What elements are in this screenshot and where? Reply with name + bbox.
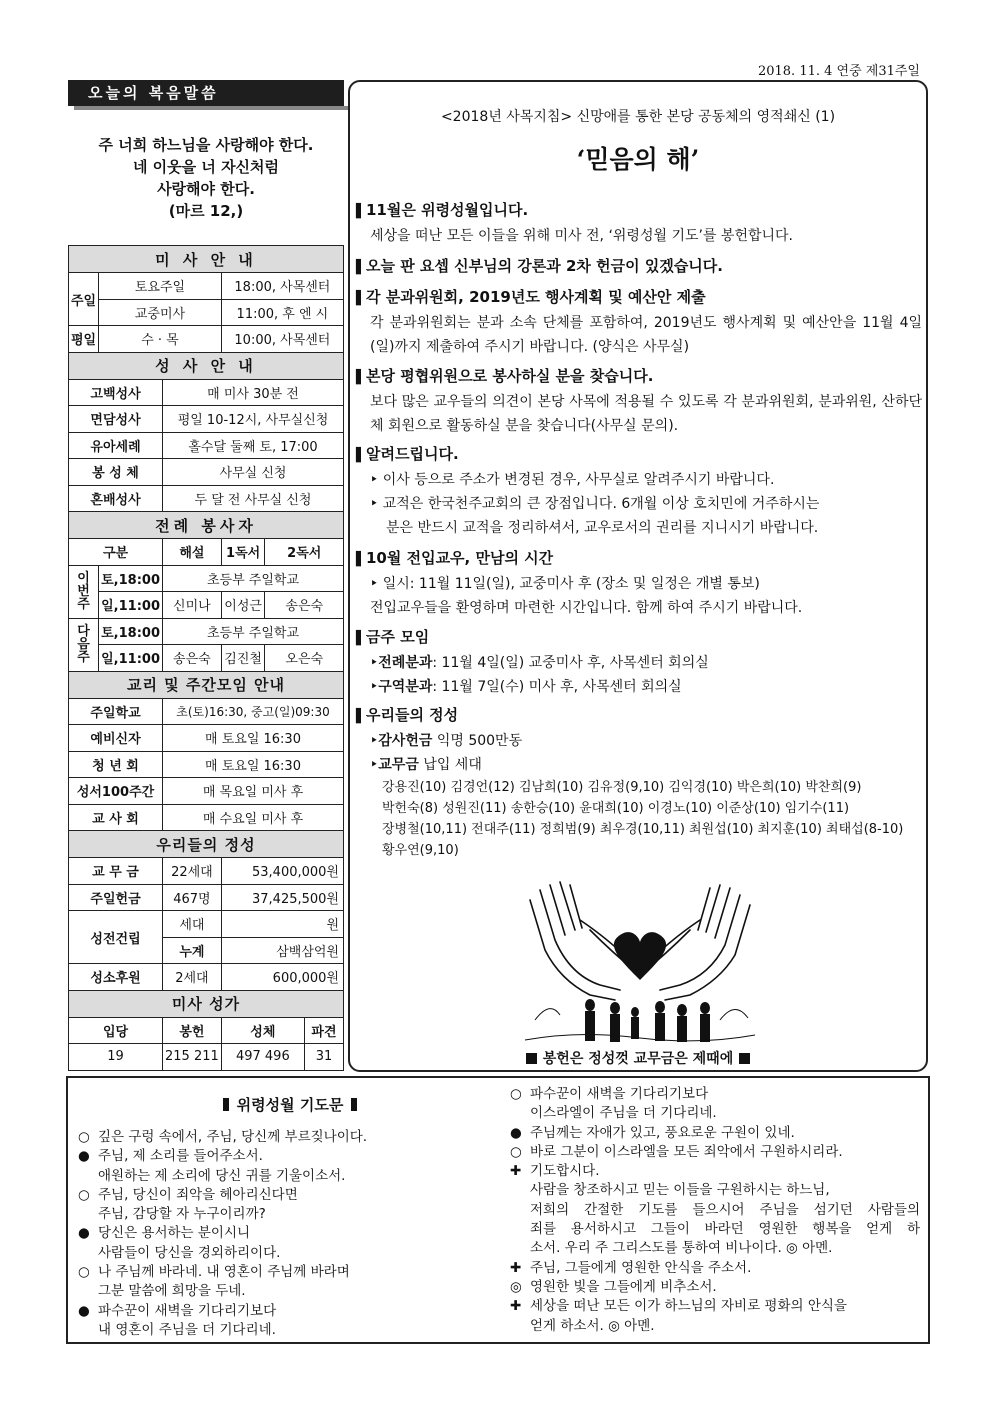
doctrine-info: 매 토요일 16:30	[163, 725, 344, 752]
prayer-text: 영원한 빛을 그들에게 비추소서.	[530, 1278, 717, 1295]
next-week-label	[69, 618, 99, 671]
hymn-col: 봉헌	[163, 1017, 222, 1044]
doctrine-info: 매 토요일 16:30	[163, 751, 344, 778]
doctrine-info: 초(토)16:30, 중고(일)09:30	[163, 698, 344, 725]
offering-label: 감사헌금	[378, 733, 433, 749]
servers-cell: 신미나	[163, 592, 222, 619]
offering-amount: 원	[221, 911, 343, 938]
prayer-line	[510, 1278, 920, 1297]
hymn-col: 파견	[304, 1017, 343, 1044]
prayer-text: 파수꾼이 새벽을 기다리기보다	[98, 1302, 277, 1319]
notice-heading: ▌ 각 분과위원회, 2019년도 행사계획 및 예산안 제출	[356, 285, 922, 311]
servers-merged: 초등부 주일학교	[163, 618, 344, 645]
donor-line: 박헌숙(8) 성원진(11) 송한승(10) 윤대희(10) 이경노(10) 이준상(10) 임기수(11)	[382, 801, 850, 816]
doctrine-info: 매 목요일 미사 후	[163, 778, 344, 805]
hymn-col: 입당	[69, 1017, 163, 1044]
prayer-text: 애원하는 제 소리에 당신 귀를 기울이소서.	[98, 1167, 346, 1184]
prayer-line	[78, 1302, 478, 1321]
offering-header: 우리들의 정성	[69, 831, 344, 858]
prayer-text: 세상을 떠난 모든 이가 하느님의 자비로 평화의 안식을	[530, 1298, 847, 1315]
notice-heading: ▌ 10월 전입교우, 만남의 시간	[356, 546, 922, 572]
prayer-line	[78, 1128, 478, 1147]
notice-section	[356, 442, 922, 540]
prayer-text: 소서. 우리 주 그리스도를 통하여 비나이다. ◎ 아멘.	[530, 1240, 833, 1257]
donor-names	[356, 777, 922, 861]
vertical-char: 음	[77, 637, 90, 652]
gospel-line: (마르 12,)	[168, 202, 244, 220]
square-icon	[526, 1053, 537, 1064]
prayer-text: 사람을 창조하시고 믿는 이들을 구원하시는 하느님,	[530, 1182, 830, 1199]
offering-count: 누계	[163, 937, 222, 964]
meeting-row	[356, 675, 922, 699]
prayer-line	[510, 1297, 920, 1316]
offering-amount: 53,400,000원	[221, 858, 343, 885]
bulletin-date: 2018. 11. 4 연중 제31주일	[757, 64, 920, 79]
prayer-text: 주님께는 자애가 있고, 풍요로운 구원이 있네.	[530, 1124, 795, 1141]
prayer-text: 당신은 용서하는 분이시니	[98, 1225, 251, 1242]
prayer-line	[510, 1317, 920, 1336]
prayer-line	[78, 1321, 478, 1340]
prayer-line	[78, 1263, 478, 1282]
hymn-col: 성체	[221, 1017, 304, 1044]
offering-count: 467명	[163, 884, 222, 911]
this-week-label	[69, 565, 99, 618]
sacrament-header: 성 사 안 내	[69, 352, 344, 379]
meeting-text: : 11월 7일(수) 미사 후, 사목센터 회의실	[432, 679, 682, 695]
notice-section	[356, 285, 922, 359]
vertical-char: 번	[77, 584, 90, 599]
prayer-mark-icon: ●	[78, 1148, 90, 1165]
meeting-row	[356, 651, 922, 675]
notice-section	[356, 625, 922, 699]
year-title: ‘믿음의 해’	[576, 145, 700, 174]
offering-row	[356, 753, 922, 777]
sacrament-info: 평일 10-12시, 사무실신청	[163, 406, 344, 433]
prayer-line	[510, 1162, 920, 1181]
gospel-title: 오늘의 복음말씀	[68, 80, 344, 106]
prayer-text: 얻게 하소서. ◎ 아멘.	[530, 1317, 655, 1334]
notice-section	[356, 703, 922, 861]
offering-count: 22세대	[163, 858, 222, 885]
slogan-text: 봉헌은 정성껏 교무금은 제때에	[542, 1051, 734, 1067]
prayer-text: 기도합시다.	[530, 1163, 600, 1180]
prayer-text: 죄를 용서하시고 그들이 바라던 영원한 행복을 얻게 하	[530, 1221, 920, 1238]
prayer-text: 나 주님께 바라네. 내 영혼이 주님께 바라며	[98, 1264, 350, 1281]
prayer-line	[510, 1085, 920, 1104]
mass-header: 미 사 안 내	[69, 246, 344, 273]
hands-heart-illustration	[520, 880, 760, 1050]
notice-section	[356, 254, 922, 280]
servers-when: 일,11:00	[99, 592, 163, 619]
offering-label: 교무금	[378, 757, 419, 773]
servers-cell: 이성근	[221, 592, 265, 619]
offering-count: 세대	[163, 911, 222, 938]
notice-section	[356, 364, 922, 438]
servers-merged: 초등부 주일학교	[163, 565, 344, 592]
sacrament-info: 매 미사 30분 전	[163, 379, 344, 406]
prayer-text: 사람들이 당신을 경외하리이다.	[98, 1244, 281, 1261]
prayer-mark-icon: ●	[78, 1225, 90, 1242]
hymn-number: 497 496	[221, 1044, 304, 1071]
prayer-text: 파수꾼이 새벽을 기다리기보다	[530, 1086, 709, 1102]
doctrine-name: 주일학교	[69, 698, 163, 725]
notice-bullet: ‣ 일시: 11월 11일(일), 교중미사 후 (장소 및 일정은 개별 통보)	[356, 572, 922, 596]
doctrine-name: 예비신자	[69, 725, 163, 752]
bar-icon	[223, 1098, 229, 1111]
notice-bullet-cont: 분은 반드시 교적을 정리하셔서, 교우로서의 권리를 지니시기 바랍니다.	[386, 520, 819, 536]
sacrament-name: 고백성사	[69, 379, 163, 406]
offering-name: 성소후원	[69, 964, 163, 991]
prayer-line	[510, 1124, 920, 1143]
prayer-line	[510, 1201, 920, 1220]
notice-heading: ▌ 본당 평협위원으로 봉사하실 분을 찾습니다.	[356, 364, 922, 390]
offering-name: 교 무 금	[69, 858, 163, 885]
info-table	[68, 245, 344, 1071]
offering-text: 납입 세대	[418, 757, 482, 773]
servers-col: 해설	[163, 539, 222, 566]
prayer-mark-icon: ✚	[510, 1259, 522, 1276]
prayer-line	[510, 1181, 920, 1200]
offering-amount: 600,000원	[221, 964, 343, 991]
mass-sunday-label: 주일	[69, 273, 99, 326]
mass-time: 11:00, 후 엔 시	[221, 299, 343, 326]
prayer-line	[78, 1186, 478, 1205]
prayer-text: 내 영혼이 주님을 더 기다리네.	[98, 1321, 276, 1338]
prayer-line	[78, 1147, 478, 1166]
servers-col: 구분	[69, 539, 163, 566]
vertical-char: 이	[77, 571, 90, 586]
sacrament-name: 봉 성 체	[69, 459, 163, 486]
servers-col: 1독서	[221, 539, 265, 566]
servers-cell: 김진철	[221, 645, 265, 672]
servers-col: 2독서	[265, 539, 344, 566]
sacrament-name: 유아세례	[69, 432, 163, 459]
notice-body: 전입교우들을 환영하며 마련한 시간입니다. 함께 하여 주시기 바랍니다.	[370, 600, 803, 616]
prayer-line	[78, 1244, 478, 1263]
gospel-line: 네 이웃을 너 자신처럼	[132, 158, 280, 176]
bar-icon	[351, 1098, 357, 1111]
prayer-mark-icon: ○	[78, 1129, 90, 1145]
mass-time: 18:00, 사목센터	[221, 273, 343, 300]
offering-name: 성전건립	[69, 911, 163, 964]
mass-weekday-label: 평일	[69, 326, 99, 353]
notice-body: 보다 많은 교우들의 의견이 본당 사목에 적용될 수 있도록 각 분과위원회, 분과위원, 산하단체 회원으로 활동하실 분을 찾습니다(사무실 문의).	[370, 394, 922, 434]
slogan	[348, 1048, 928, 1068]
hymn-number: 31	[304, 1044, 343, 1071]
prayer-text: 저희의 간절한 기도를 들으시어 주님을 섬기던 사람들의	[530, 1201, 920, 1218]
prayer-text: 바로 그분이 이스라엘을 모든 죄악에서 구원하시리라.	[530, 1143, 843, 1160]
prayer-mark-icon: ◎	[510, 1278, 522, 1295]
prayer-mark-icon: ✚	[510, 1163, 522, 1180]
prayer-mark-icon: ●	[510, 1124, 522, 1141]
offering-amount: 삼백삼억원	[221, 937, 343, 964]
notice-body: 각 분과위원회는 분과 소속 단체를 포함하여, 2019년도 행사계획 및 예산안을 11월 4일(일)까지 제출하여 주시기 바랍니다. (양식은 사무실)	[370, 315, 922, 355]
servers-when: 토,18:00	[99, 618, 163, 645]
prayer-title	[140, 1094, 440, 1115]
prayer-mark-icon: ○	[78, 1186, 90, 1203]
prayer-text: 그분 말씀에 희망을 두네.	[98, 1283, 246, 1300]
doctrine-name: 청 년 회	[69, 751, 163, 778]
meeting-label: 구역분과	[378, 679, 433, 695]
servers-header: 전례 봉사자	[69, 512, 344, 539]
donor-line: 장병철(10,11) 전대주(11) 정희범(9) 최우경(10,11) 최원섭(10) 최지훈(10) 최태섭(8-10)	[382, 822, 904, 837]
prayer-mark-icon: ○	[510, 1143, 522, 1160]
servers-cell: 오은숙	[265, 645, 344, 672]
meeting-label: 전례분과	[378, 655, 433, 671]
hymns-header: 미사 성가	[69, 990, 344, 1017]
notice-heading: ▌ 금주 모임	[356, 625, 922, 651]
notice-section	[356, 198, 922, 248]
prayer-mark-icon: ●	[78, 1302, 90, 1319]
donor-line: 황우연(9,10)	[382, 843, 459, 858]
doctrine-name: 성서100주간	[69, 778, 163, 805]
prayer-line	[510, 1143, 920, 1162]
mass-name: 토요주일	[99, 273, 222, 300]
square-icon	[739, 1053, 750, 1064]
prayer-title-text: 위령성월 기도문	[236, 1096, 344, 1114]
donor-line: 강용진(10) 김경언(12) 김남희(10) 김유정(9,10) 김익경(10) 박은희(10) 박찬희(9)	[382, 780, 862, 795]
offering-row	[356, 729, 922, 753]
meeting-text: : 11월 4일(일) 교중미사 후, 사목센터 회의실	[432, 655, 709, 671]
prayer-line	[510, 1220, 920, 1239]
notice-heading: ▌ 11월은 위령성월입니다.	[356, 198, 922, 224]
doctrine-info: 매 수요일 미사 후	[163, 804, 344, 831]
mass-time: 10:00, 사목센터	[221, 326, 343, 353]
mass-name: 교중미사	[99, 299, 222, 326]
doctrine-name: 교 사 회	[69, 804, 163, 831]
prayer-mark-icon: ○	[78, 1264, 90, 1281]
prayer-left-column	[78, 1128, 478, 1340]
prayer-text: 주님, 그들에게 영원한 안식을 주소서.	[530, 1259, 752, 1276]
offering-count: 2세대	[163, 964, 222, 991]
prayer-line	[78, 1167, 478, 1186]
hymn-number: 215 211	[163, 1044, 222, 1071]
notice-section	[356, 546, 922, 620]
vertical-char: 주	[77, 597, 90, 612]
prayer-text: 주님, 감당할 자 누구이리까?	[98, 1206, 266, 1223]
gospel-line: 주 너희 하느님을 사랑해야 한다.	[98, 136, 314, 154]
prayer-right-column	[510, 1085, 920, 1336]
prayer-text: 주님, 제 소리를 들어주소서.	[98, 1148, 263, 1165]
servers-cell: 송은숙	[265, 592, 344, 619]
prayer-text: 깊은 구렁 속에서, 주님, 당신께 부르짖나이다.	[98, 1129, 368, 1145]
offering-name: 주일헌금	[69, 884, 163, 911]
sacrament-info: 두 달 전 사무실 신청	[163, 485, 344, 512]
gospel-line: 사랑해야 한다.	[157, 180, 255, 198]
prayer-line	[510, 1239, 920, 1258]
offering-text: 익명 500만동	[432, 733, 523, 749]
notice-heading: ▌ 우리들의 정성	[356, 703, 922, 729]
prayer-mark-icon: ✚	[510, 1298, 522, 1315]
sacrament-name: 혼배성사	[69, 485, 163, 512]
prayer-line	[510, 1104, 920, 1123]
notice-bullet: ‣ 이사 등으로 주소가 변경된 경우, 사무실로 알려주시기 바랍니다.	[356, 468, 922, 492]
sacrament-info: 홀수달 둘째 토, 17:00	[163, 432, 344, 459]
vertical-char: 다	[77, 624, 90, 639]
prayer-line	[78, 1282, 478, 1301]
vertical-char: 주	[77, 650, 90, 665]
sacrament-info: 사무실 신청	[163, 459, 344, 486]
mass-name: 수 · 목	[99, 326, 222, 353]
servers-cell: 송은숙	[163, 645, 222, 672]
notice-bullet: ‣ 교적은 한국천주교회의 큰 장점입니다. 6개월 이상 호치민에 거주하시는	[356, 492, 922, 516]
servers-when: 일,11:00	[99, 645, 163, 672]
servers-when: 토,18:00	[99, 565, 163, 592]
notice-heading: ▌ 오늘 판 요셉 신부님의 강론과 2차 헌금이 있겠습니다.	[356, 254, 922, 280]
prayer-line	[510, 1259, 920, 1278]
offering-amount: 37,425,500원	[221, 884, 343, 911]
notice-heading: ▌ 알려드립니다.	[356, 442, 922, 468]
doctrine-header: 교리 및 주간모임 안내	[69, 671, 344, 698]
sacrament-name: 면담성사	[69, 406, 163, 433]
pastoral-guide: <2018년 사목지침> 신망애를 통한 본당 공동체의 영적쇄신 (1)	[440, 109, 836, 125]
notice-body: 세상을 떠난 모든 이들을 위해 미사 전, ‘위령성월 기도’를 봉헌합니다.	[370, 228, 793, 244]
hymn-number: 19	[69, 1044, 163, 1071]
prayer-text: 주님, 당신이 죄악을 헤아리신다면	[98, 1186, 298, 1203]
prayer-line	[78, 1205, 478, 1224]
prayer-text: 이스라엘이 주님을 더 기다리네.	[530, 1105, 717, 1122]
prayer-mark-icon: ○	[510, 1086, 522, 1102]
gospel-verse	[68, 134, 344, 222]
prayer-line	[78, 1224, 478, 1243]
